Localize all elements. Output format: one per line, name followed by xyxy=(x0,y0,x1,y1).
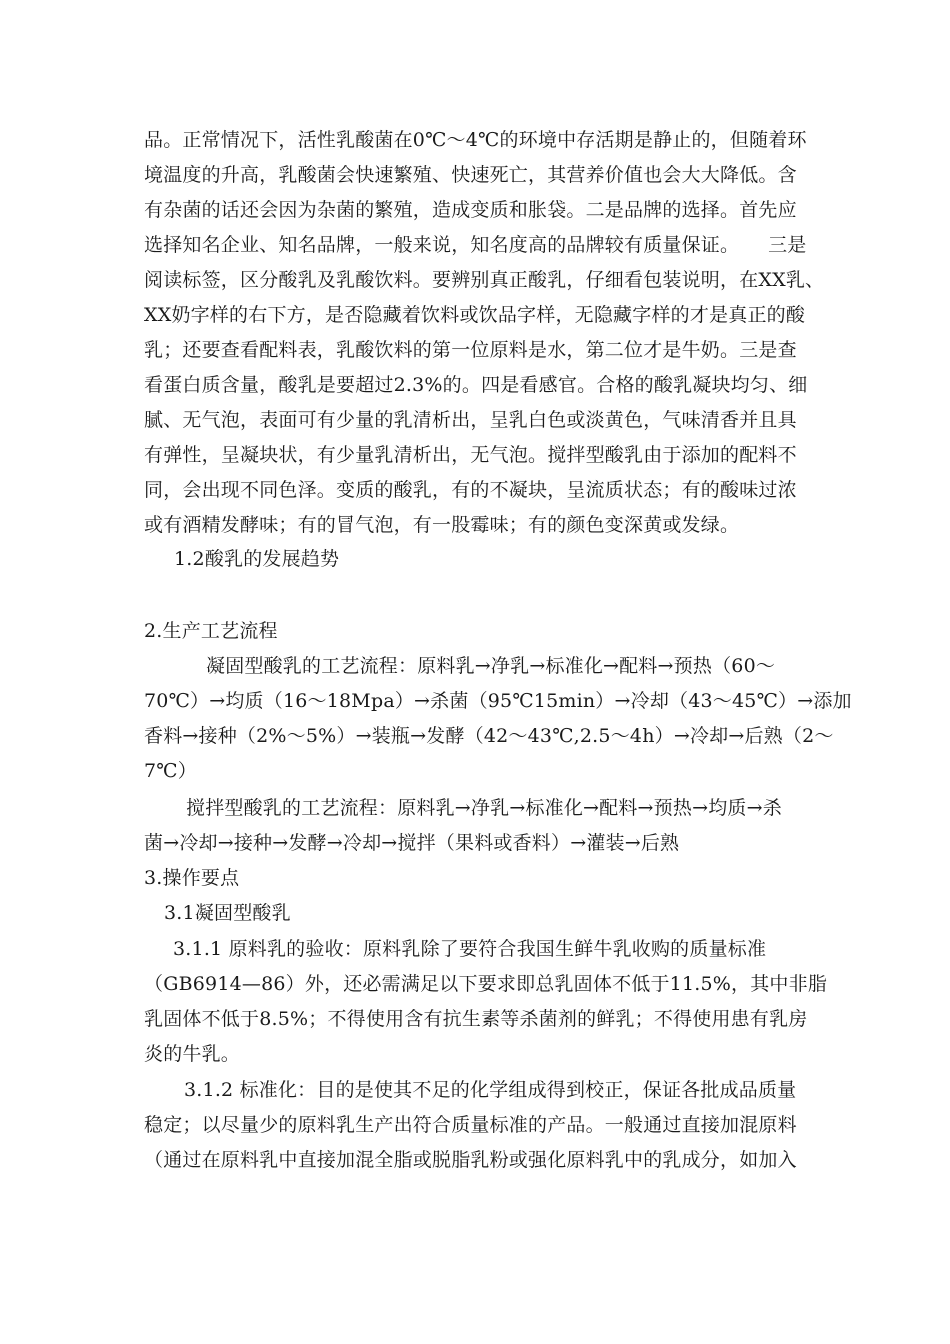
paragraph-line: 有弹性，呈凝块状，有少量乳清析出，无气泡。搅拌型酸乳由于添加的配料不 xyxy=(144,444,797,466)
paragraph-line: 搅拌型酸乳的工艺流程：原料乳→净乳→标准化→配料→预热→均质→杀 xyxy=(186,797,782,819)
paragraph-line: 品。正常情况下，活性乳酸菌在0℃～4℃的环境中存活期是静止的，但随着环 xyxy=(144,129,807,151)
paragraph-line: 3.1.1 原料乳的验收：原料乳除了要符合我国生鲜牛乳收购的质量标准 xyxy=(173,938,767,960)
paragraph-line: 看蛋白质含量，酸乳是要超过2.3%的。四是看感官。合格的酸乳凝块均匀、细 xyxy=(144,374,808,396)
paragraph-line: 3.1.2 标准化：目的是使其不足的化学组成得到校正，保证各批成品质量 xyxy=(184,1079,797,1101)
paragraph-line: （GB6914—86）外，还必需满足以下要求即总乳固体不低于11.5%，其中非脂 xyxy=(144,973,828,995)
section-heading: 2.生产工艺流程 xyxy=(144,620,278,642)
section-heading: 3.1凝固型酸乳 xyxy=(164,902,291,924)
paragraph-line: 境温度的升高，乳酸菌会快速繁殖、快速死亡，其营养价值也会大大降低。含 xyxy=(144,164,797,186)
paragraph-line: 70℃）→均质（16～18Mpa）→杀菌（95℃15min）→冷却（43～45℃）→添加 xyxy=(144,690,852,712)
paragraph-line: 阅读标签，区分酸乳及乳酸饮料。要辨别真正酸乳，仔细看包装说明，在XX乳、 xyxy=(144,269,825,291)
paragraph-line: 香料→接种（2%～5%）→装瓶→发酵（42～43℃,2.5～4h）→冷却→后熟（2～ xyxy=(144,725,834,747)
paragraph-line: 乳固体不低于8.5%；不得使用含有抗生素等杀菌剂的鲜乳；不得使用患有乳房 xyxy=(144,1008,808,1030)
paragraph-line: 7℃） xyxy=(144,760,197,782)
paragraph-line: 炎的牛乳。 xyxy=(144,1043,241,1065)
paragraph-line: 腻、无气泡，表面可有少量的乳清析出，呈乳白色或淡黄色，气味清香并且具 xyxy=(144,409,797,431)
section-heading: 1.2酸乳的发展趋势 xyxy=(174,548,340,570)
paragraph-line: 菌→冷却→接种→发酵→冷却→搅拌（果料或香料）→灌装→后熟 xyxy=(144,832,680,854)
paragraph-line: 稳定；以尽量少的原料乳生产出符合质量标准的产品。一般通过直接加混原料 xyxy=(144,1114,797,1136)
paragraph-line: 乳；还要查看配料表，乳酸饮料的第一位原料是水，第二位才是牛奶。三是查 xyxy=(144,339,797,361)
paragraph-line: 或有酒精发酵味；有的冒气泡，有一股霉味；有的颜色变深黄或发绿。 xyxy=(144,514,740,536)
section-heading: 3.操作要点 xyxy=(144,867,240,889)
paragraph-line: 同，会出现不同色泽。变质的酸乳，有的不凝块，呈流质状态；有的酸味过浓 xyxy=(144,479,797,501)
paragraph-line: XX奶字样的右下方，是否隐藏着饮料或饮品字样，无隐藏字样的才是真正的酸 xyxy=(144,304,806,326)
paragraph-line: （通过在原料乳中直接加混全脂或脱脂乳粉或强化原料乳中的乳成分，如加入 xyxy=(144,1149,797,1171)
paragraph-line: 选择知名企业、知名品牌，一般来说，知名度高的品牌较有质量保证。 三是 xyxy=(144,234,807,256)
paragraph-line: 有杂菌的话还会因为杂菌的繁殖，造成变质和胀袋。二是品牌的选择。首先应 xyxy=(144,199,797,221)
paragraph-line: 凝固型酸乳的工艺流程：原料乳→净乳→标准化→配料→预热（60～ xyxy=(206,655,776,677)
